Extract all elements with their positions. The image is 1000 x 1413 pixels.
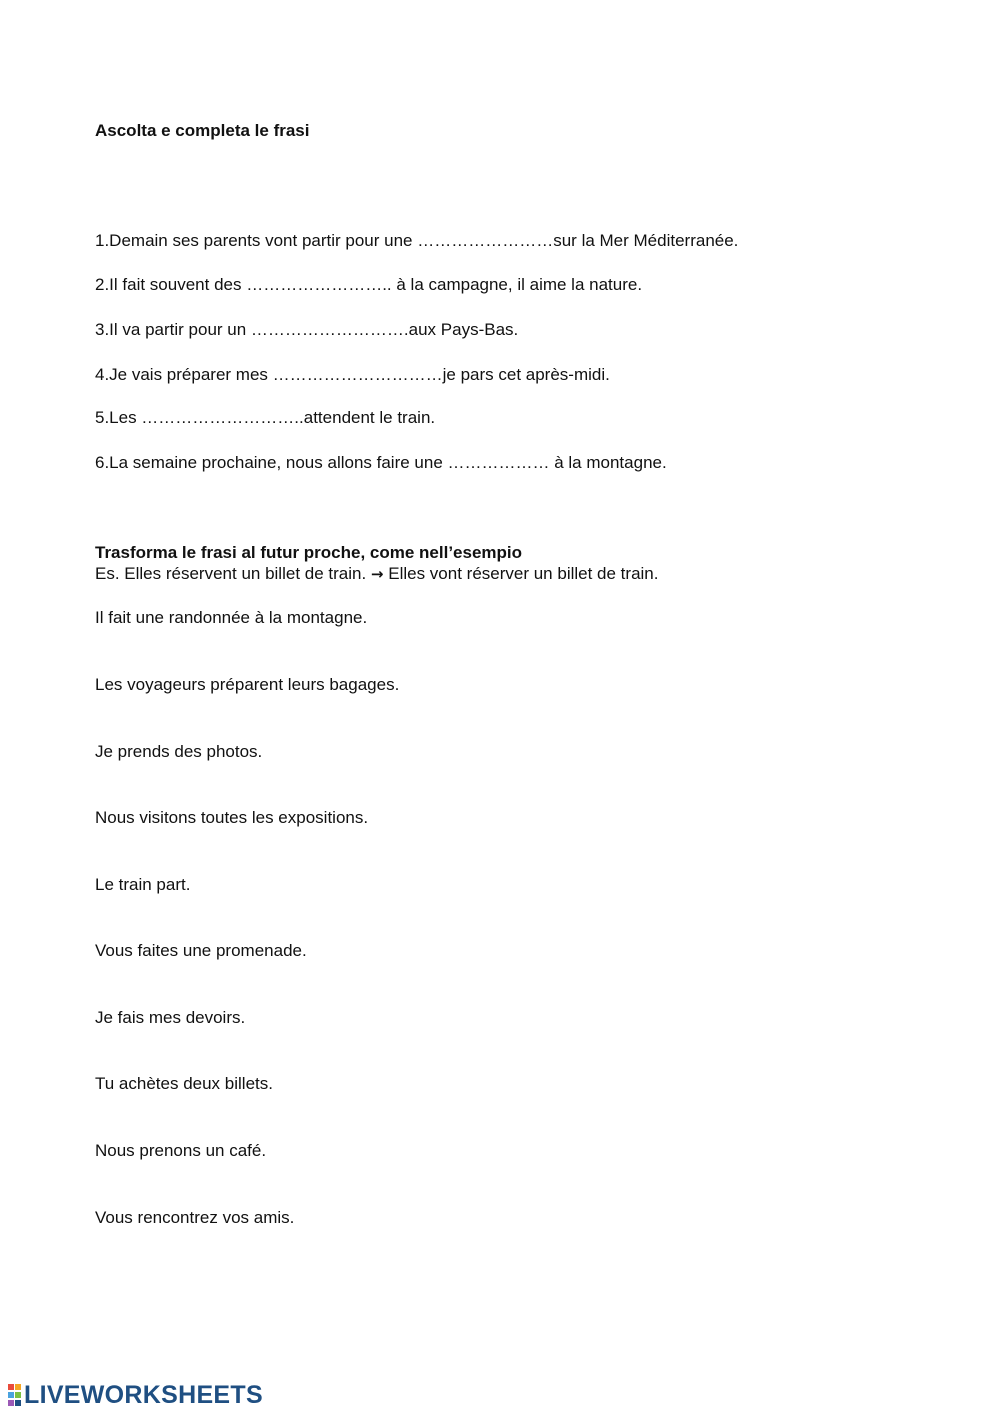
example-prefix: Es. Elles réservent un billet de train. — [95, 564, 367, 583]
exercise-sentence-5: 5.Les ………………………..attendent le train. — [95, 408, 436, 427]
transform-sentence-8: Tu achètes deux billets. — [95, 1074, 273, 1093]
exercise-sentence-6: 6.La semaine prochaine, nous allons faire une ……………… à la montagne. — [95, 453, 667, 472]
exercise-sentence-1: 1.Demain ses parents vont partir pour une ……………………sur la Mer Méditerranée. — [95, 231, 739, 250]
transform-sentence-4: Nous visitons toutes les expositions. — [95, 808, 369, 827]
transform-sentence-9: Nous prenons un café. — [95, 1141, 267, 1160]
transform-sentence-10: Vous rencontrez vos amis. — [95, 1208, 295, 1227]
exercise-sentence-4: 4.Je vais préparer mes …………………………je pars cet après-midi. — [95, 365, 610, 384]
exercise-sentence-3: 3.Il va partir pour un ……………………….aux Pays-Bas. — [95, 320, 519, 339]
liveworksheets-logo-icon — [8, 1384, 22, 1406]
transform-sentence-7: Je fais mes devoirs. — [95, 1008, 246, 1027]
transform-sentence-5: Le train part. — [95, 875, 191, 894]
section-2-title: Trasforma le frasi al futur proche, come nell’esempio — [95, 543, 523, 562]
transform-sentence-3: Je prends des photos. — [95, 742, 263, 761]
liveworksheets-logo-text: LIVEWORKSHEETS — [24, 1381, 263, 1409]
example-line — [95, 564, 658, 584]
liveworksheets-logo — [8, 1382, 263, 1408]
transform-sentence-2: Les voyageurs préparent leurs bagages. — [95, 675, 400, 694]
example-result: Elles vont réserver un billet de train. — [388, 564, 659, 583]
transform-sentence-1: Il fait une randonnée à la montagne. — [95, 608, 368, 627]
transform-sentence-6: Vous faites une promenade. — [95, 941, 307, 960]
arrow-right-icon: → — [370, 565, 384, 583]
exercise-sentence-2: 2.Il fait souvent des …………………….. à la campagne, il aime la nature. — [95, 275, 643, 294]
section-1-title: Ascolta e completa le frasi — [95, 121, 310, 140]
